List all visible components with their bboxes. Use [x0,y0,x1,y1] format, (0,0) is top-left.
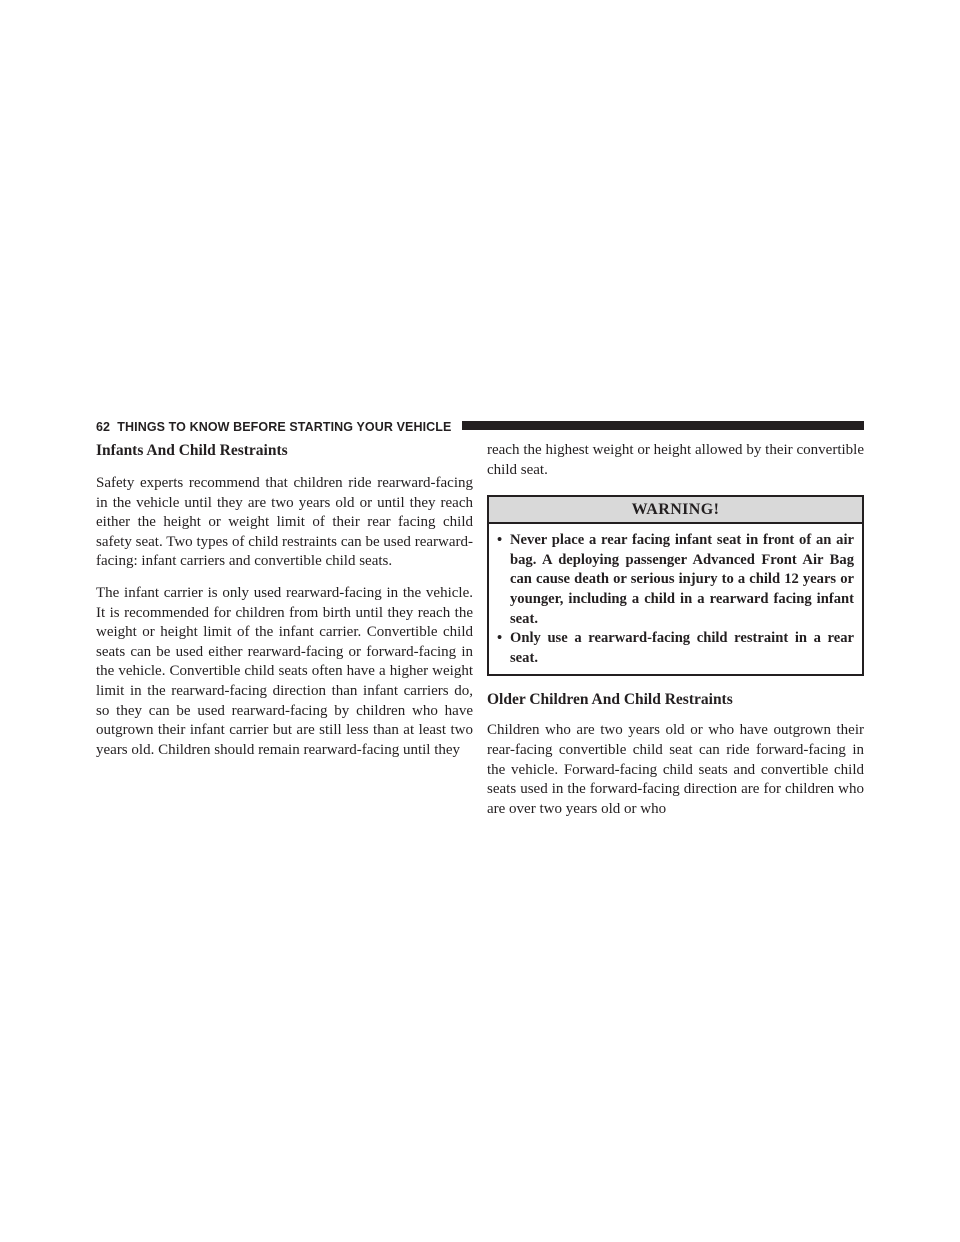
section-heading-older-children: Older Children And Child Restraints [487,691,733,709]
left-column [96,441,473,760]
section-title: THINGS TO KNOW BEFORE STARTING YOUR VEHICLE [117,420,452,434]
body-paragraph: Children who are two years old or who have outgrown their rear-facing convertible child seat can ride forward-facing in the vehicle. Forward-facing child seats and convertible child seats used in the forward-facing direction are for children who are over two years old or who [487,722,864,817]
warning-item [497,629,854,668]
warning-item-text: Never place a rear facing infant seat in front of an air bag. A deploying passenger Advanced Front Air Bag can cause death or serious injury to a child 12 years or younger, including a child in a rearward facing infant seat. [510,532,854,627]
bullet-icon: • [497,630,503,647]
warning-item [497,531,854,629]
page-header [96,419,864,435]
bullet-icon: • [497,532,503,549]
section-heading-infants: Infants And Child Restraints [96,442,288,459]
page-number: 62 [96,420,111,434]
warning-list [489,524,862,674]
page-header-text [96,419,451,435]
continuation-paragraph: reach the highest weight or height allowed by their convertible child seat. [487,442,864,478]
body-paragraph: Safety experts recommend that children ride rearward-facing in the vehicle until they are two years old or until they reach either the height or weight limit of their rear facing child safety seat. Two types of child restraints can be used rearward-facing: infant carriers and convertible child seats. [96,475,473,570]
warning-title: WARNING! [489,497,862,524]
body-paragraph: The infant carrier is only used rearward-facing in the vehicle. It is recommended for children from birth until they reach the weight or height limit of the infant carrier. Convertible child seats can be used either rearward-facing or forward-facing in the vehicle. Convertible child seats often have a higher weight limit in the rearward-facing direction than infant carriers do, so they can be used rearward-facing by children who have outgrown their infant carrier but are still less than at least two years old. Children should remain rearward-facing until they [96,584,473,758]
warning-item-text: Only use a rearward-facing child restraint in a rear seat. [510,630,854,666]
warning-box [487,495,864,676]
header-rule-bar [462,421,864,430]
right-column [487,441,864,819]
